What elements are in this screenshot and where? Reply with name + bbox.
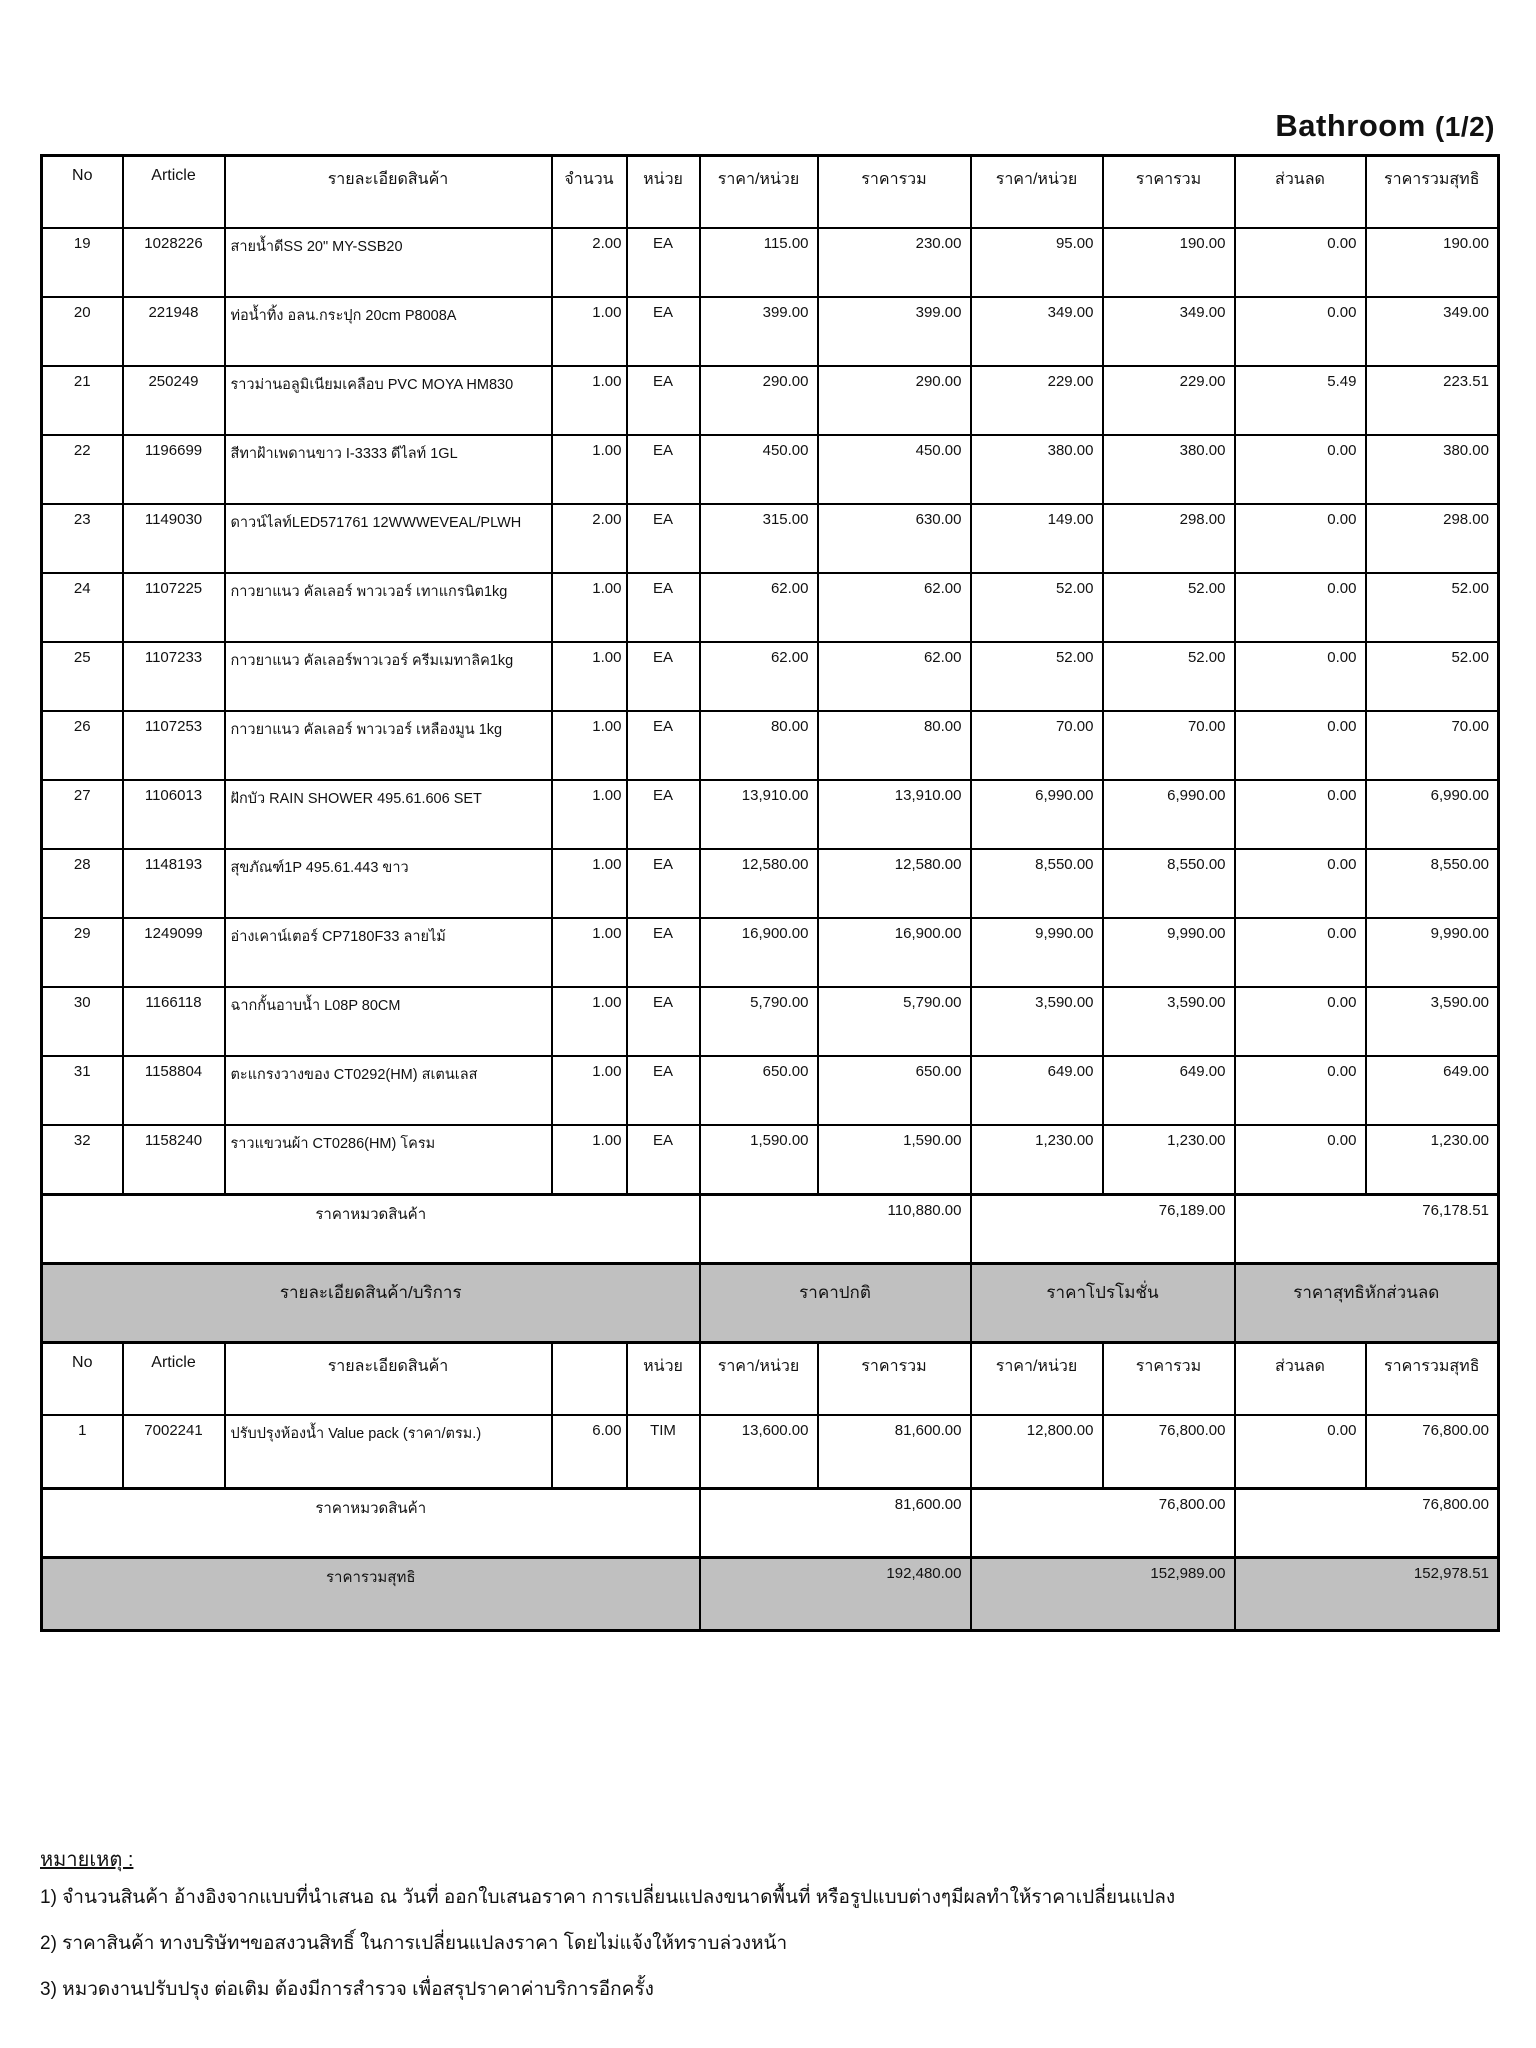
cell-unit: EA [627, 573, 700, 642]
cell-promo-total: 6,990.00 [1103, 780, 1235, 849]
services-band-promo: ราคาโปรโมชั่น [971, 1264, 1235, 1343]
col-header-description: รายละเอียดสินค้า [225, 156, 552, 229]
cell-net: 70.00 [1366, 711, 1499, 780]
cell-promo-unit: 9,990.00 [971, 918, 1103, 987]
cell-price-unit: 650.00 [700, 1056, 818, 1125]
cell-discount: 0.00 [1235, 228, 1366, 297]
products-header-row [42, 156, 1499, 229]
cell-no: 29 [42, 918, 123, 987]
cell-net: 223.51 [1366, 366, 1499, 435]
cell-no: 1 [42, 1415, 123, 1489]
table-row [42, 642, 1499, 711]
services-band-normal: ราคาปกติ [700, 1264, 971, 1343]
cell-promo-unit: 1,230.00 [971, 1125, 1103, 1195]
cell-price-unit: 5,790.00 [700, 987, 818, 1056]
cell-price-unit: 12,580.00 [700, 849, 818, 918]
services-header-row [42, 1343, 1499, 1416]
cell-promo-total: 3,590.00 [1103, 987, 1235, 1056]
cell-unit: EA [627, 504, 700, 573]
cell-price-total: 16,900.00 [818, 918, 971, 987]
cell-no: 19 [42, 228, 123, 297]
cell-price-total: 5,790.00 [818, 987, 971, 1056]
col-header-qty [552, 1343, 627, 1416]
cell-promo-total: 190.00 [1103, 228, 1235, 297]
cell-discount: 0.00 [1235, 504, 1366, 573]
services-subtotal-row [42, 1489, 1499, 1558]
page-title [40, 108, 1497, 144]
quotation-table [40, 154, 1500, 1632]
footnote-1: 1) จำนวนสินค้า อ้างอิงจากแบบที่นำเสนอ ณ วันที่ ออกใบเสนอราคา การเปลี่ยนแปลงขนาดพื้นที่ หรือรูปแบบต่างๆมีผลทำให้ราคาเปลี่ยนแปลง [40, 1887, 1176, 1908]
cell-no: 26 [42, 711, 123, 780]
cell-price-unit: 115.00 [700, 228, 818, 297]
cell-article: 1149030 [123, 504, 225, 573]
cell-unit: EA [627, 642, 700, 711]
cell-description: อ่างเคาน์เตอร์ CP7180F33 ลายไม้ [225, 918, 552, 987]
table-row [42, 228, 1499, 297]
cell-promo-unit: 52.00 [971, 573, 1103, 642]
cell-price-unit: 450.00 [700, 435, 818, 504]
cell-no: 24 [42, 573, 123, 642]
services-band-description: รายละเอียดสินค้า/บริการ [42, 1264, 700, 1343]
cell-net: 76,800.00 [1366, 1415, 1499, 1489]
cell-article: 1158804 [123, 1056, 225, 1125]
cell-promo-total: 8,550.00 [1103, 849, 1235, 918]
table-row [42, 1415, 1499, 1489]
cell-unit: EA [627, 435, 700, 504]
services-subtotal-promo: 76,800.00 [971, 1489, 1235, 1558]
cell-unit: EA [627, 849, 700, 918]
col-header-price-unit: ราคา/หน่วย [700, 156, 818, 229]
cell-price-total: 62.00 [818, 642, 971, 711]
col-header-promo-total: ราคารวม [1103, 1343, 1235, 1416]
cell-unit: EA [627, 1056, 700, 1125]
cell-promo-total: 298.00 [1103, 504, 1235, 573]
cell-price-total: 80.00 [818, 711, 971, 780]
cell-unit: EA [627, 918, 700, 987]
cell-promo-unit: 349.00 [971, 297, 1103, 366]
col-header-article: Article [123, 156, 225, 229]
cell-promo-unit: 149.00 [971, 504, 1103, 573]
cell-description: ราวแขวนผ้า CT0286(HM) โครม [225, 1125, 552, 1195]
table-row [42, 711, 1499, 780]
products-subtotal-row [42, 1195, 1499, 1264]
cell-unit: EA [627, 711, 700, 780]
table-row [42, 573, 1499, 642]
cell-promo-total: 70.00 [1103, 711, 1235, 780]
table-row [42, 504, 1499, 573]
cell-qty: 1.00 [552, 987, 627, 1056]
cell-article: 1249099 [123, 918, 225, 987]
col-header-promo-unit: ราคา/หน่วย [971, 156, 1103, 229]
quotation-page [40, 0, 1497, 2026]
cell-net: 649.00 [1366, 1056, 1499, 1125]
cell-promo-unit: 70.00 [971, 711, 1103, 780]
cell-price-total: 62.00 [818, 573, 971, 642]
col-header-price-unit: ราคา/หน่วย [700, 1343, 818, 1416]
cell-price-total: 399.00 [818, 297, 971, 366]
page-title-name: Bathroom [1275, 108, 1426, 143]
table-row [42, 1056, 1499, 1125]
cell-description: ปรับปรุงห้องน้ำ Value pack (ราคา/ตรม.) [225, 1415, 552, 1489]
col-header-discount: ส่วนลด [1235, 1343, 1366, 1416]
cell-article: 7002241 [123, 1415, 225, 1489]
cell-no: 21 [42, 366, 123, 435]
cell-discount: 0.00 [1235, 780, 1366, 849]
cell-article: 1107225 [123, 573, 225, 642]
cell-promo-unit: 95.00 [971, 228, 1103, 297]
cell-no: 32 [42, 1125, 123, 1195]
cell-qty: 6.00 [552, 1415, 627, 1489]
cell-promo-unit: 6,990.00 [971, 780, 1103, 849]
cell-description: กาวยาแนว คัลเลอร์ พาวเวอร์ เทาแกรนิต1kg [225, 573, 552, 642]
cell-description: สายน้ำดีSS 20" MY-SSB20 [225, 228, 552, 297]
cell-description: สุขภัณฑ์1P 495.61.443 ขาว [225, 849, 552, 918]
grand-total-normal: 192,480.00 [700, 1558, 971, 1631]
cell-net: 349.00 [1366, 297, 1499, 366]
cell-article: 1107233 [123, 642, 225, 711]
cell-promo-total: 76,800.00 [1103, 1415, 1235, 1489]
cell-no: 28 [42, 849, 123, 918]
grand-total-row [42, 1558, 1499, 1631]
cell-price-total: 450.00 [818, 435, 971, 504]
col-header-qty: จำนวน [552, 156, 627, 229]
cell-promo-total: 380.00 [1103, 435, 1235, 504]
cell-article: 1196699 [123, 435, 225, 504]
cell-description: กาวยาแนว คัลเลอร์ พาวเวอร์ เหลืองมูน 1kg [225, 711, 552, 780]
cell-description: ตะแกรงวางของ CT0292(HM) สเตนเลส [225, 1056, 552, 1125]
cell-discount: 0.00 [1235, 642, 1366, 711]
cell-qty: 1.00 [552, 1125, 627, 1195]
cell-price-total: 81,600.00 [818, 1415, 971, 1489]
cell-discount: 0.00 [1235, 573, 1366, 642]
col-header-net: ราคารวมสุทธิ [1366, 1343, 1499, 1416]
cell-no: 30 [42, 987, 123, 1056]
cell-article: 221948 [123, 297, 225, 366]
cell-promo-unit: 649.00 [971, 1056, 1103, 1125]
cell-price-total: 290.00 [818, 366, 971, 435]
services-section-band [42, 1264, 1499, 1343]
table-row [42, 1125, 1499, 1195]
cell-qty: 1.00 [552, 297, 627, 366]
cell-price-unit: 16,900.00 [700, 918, 818, 987]
grand-total-net: 152,978.51 [1235, 1558, 1499, 1631]
footnotes [40, 1850, 1497, 1999]
col-header-discount: ส่วนลด [1235, 156, 1366, 229]
cell-promo-total: 649.00 [1103, 1056, 1235, 1125]
cell-article: 1148193 [123, 849, 225, 918]
col-header-unit: หน่วย [627, 1343, 700, 1416]
cell-no: 31 [42, 1056, 123, 1125]
cell-net: 8,550.00 [1366, 849, 1499, 918]
table-row [42, 435, 1499, 504]
cell-qty: 2.00 [552, 228, 627, 297]
grand-total-label: ราคารวมสุทธิ [42, 1558, 700, 1631]
services-band-net: ราคาสุทธิหักส่วนลด [1235, 1264, 1499, 1343]
services-subtotal-net: 76,800.00 [1235, 1489, 1499, 1558]
table-row [42, 297, 1499, 366]
cell-discount: 0.00 [1235, 1415, 1366, 1489]
cell-price-total: 230.00 [818, 228, 971, 297]
cell-discount: 0.00 [1235, 435, 1366, 504]
cell-unit: EA [627, 366, 700, 435]
cell-article: 1028226 [123, 228, 225, 297]
cell-net: 52.00 [1366, 573, 1499, 642]
cell-unit: EA [627, 780, 700, 849]
services-subtotal-label: ราคาหมวดสินค้า [42, 1489, 700, 1558]
table-row [42, 987, 1499, 1056]
cell-unit: EA [627, 297, 700, 366]
cell-net: 190.00 [1366, 228, 1499, 297]
cell-description: ท่อน้ำทิ้ง อลน.กระปุก 20cm P8008A [225, 297, 552, 366]
table-row [42, 366, 1499, 435]
cell-promo-unit: 52.00 [971, 642, 1103, 711]
products-subtotal-net: 76,178.51 [1235, 1195, 1499, 1264]
cell-net: 3,590.00 [1366, 987, 1499, 1056]
cell-article: 1166118 [123, 987, 225, 1056]
cell-price-total: 12,580.00 [818, 849, 971, 918]
cell-price-unit: 290.00 [700, 366, 818, 435]
cell-price-unit: 62.00 [700, 573, 818, 642]
cell-promo-unit: 229.00 [971, 366, 1103, 435]
cell-net: 298.00 [1366, 504, 1499, 573]
cell-discount: 0.00 [1235, 1056, 1366, 1125]
cell-description: ดาวน์ไลท์LED571761 12WWWEVEAL/PLWH [225, 504, 552, 573]
cell-unit: TIM [627, 1415, 700, 1489]
col-header-promo-total: ราคารวม [1103, 156, 1235, 229]
cell-price-unit: 315.00 [700, 504, 818, 573]
cell-discount: 0.00 [1235, 849, 1366, 918]
cell-promo-total: 229.00 [1103, 366, 1235, 435]
cell-article: 1107253 [123, 711, 225, 780]
col-header-promo-unit: ราคา/หน่วย [971, 1343, 1103, 1416]
cell-qty: 1.00 [552, 642, 627, 711]
cell-promo-unit: 12,800.00 [971, 1415, 1103, 1489]
cell-description: ฉากกั้นอาบน้ำ L08P 80CM [225, 987, 552, 1056]
cell-qty: 1.00 [552, 849, 627, 918]
cell-no: 27 [42, 780, 123, 849]
cell-unit: EA [627, 228, 700, 297]
cell-article: 1106013 [123, 780, 225, 849]
cell-qty: 1.00 [552, 573, 627, 642]
grand-total-promo: 152,989.00 [971, 1558, 1235, 1631]
cell-price-total: 630.00 [818, 504, 971, 573]
cell-net: 1,230.00 [1366, 1125, 1499, 1195]
cell-unit: EA [627, 987, 700, 1056]
col-header-price-total: ราคารวม [818, 1343, 971, 1416]
table-row [42, 849, 1499, 918]
footnotes-heading: หมายเหตุ : [40, 1849, 134, 1871]
cell-no: 22 [42, 435, 123, 504]
col-header-description: รายละเอียดสินค้า [225, 1343, 552, 1416]
cell-qty: 1.00 [552, 366, 627, 435]
cell-description: กาวยาแนว คัลเลอร์พาวเวอร์ ครีมเมทาลิค1kg [225, 642, 552, 711]
cell-qty: 1.00 [552, 780, 627, 849]
cell-promo-unit: 3,590.00 [971, 987, 1103, 1056]
cell-unit: EA [627, 1125, 700, 1195]
col-header-no: No [42, 1343, 123, 1416]
table-row [42, 918, 1499, 987]
products-subtotal-promo: 76,189.00 [971, 1195, 1235, 1264]
cell-promo-total: 349.00 [1103, 297, 1235, 366]
cell-no: 20 [42, 297, 123, 366]
cell-discount: 5.49 [1235, 366, 1366, 435]
cell-description: ราวม่านอลูมิเนียมเคลือบ PVC MOYA HM830 [225, 366, 552, 435]
cell-discount: 0.00 [1235, 1125, 1366, 1195]
cell-qty: 1.00 [552, 435, 627, 504]
cell-article: 1158240 [123, 1125, 225, 1195]
cell-description: ฝักบัว RAIN SHOWER 495.61.606 SET [225, 780, 552, 849]
cell-qty: 1.00 [552, 1056, 627, 1125]
page-number: (1/2) [1434, 111, 1495, 142]
col-header-price-total: ราคารวม [818, 156, 971, 229]
cell-price-unit: 62.00 [700, 642, 818, 711]
cell-discount: 0.00 [1235, 297, 1366, 366]
cell-price-unit: 399.00 [700, 297, 818, 366]
cell-price-total: 650.00 [818, 1056, 971, 1125]
table-row [42, 780, 1499, 849]
col-header-no: No [42, 156, 123, 229]
cell-promo-total: 1,230.00 [1103, 1125, 1235, 1195]
cell-price-unit: 13,600.00 [700, 1415, 818, 1489]
cell-price-total: 13,910.00 [818, 780, 971, 849]
cell-no: 23 [42, 504, 123, 573]
cell-price-unit: 13,910.00 [700, 780, 818, 849]
cell-net: 6,990.00 [1366, 780, 1499, 849]
cell-description: สีทาฝ้าเพดานขาว I-3333 ดีไลท์ 1GL [225, 435, 552, 504]
cell-discount: 0.00 [1235, 918, 1366, 987]
col-header-net: ราคารวมสุทธิ [1366, 156, 1499, 229]
cell-promo-total: 52.00 [1103, 642, 1235, 711]
cell-discount: 0.00 [1235, 987, 1366, 1056]
cell-qty: 2.00 [552, 504, 627, 573]
cell-net: 52.00 [1366, 642, 1499, 711]
cell-price-unit: 80.00 [700, 711, 818, 780]
col-header-unit: หน่วย [627, 156, 700, 229]
products-subtotal-normal: 110,880.00 [700, 1195, 971, 1264]
col-header-article: Article [123, 1343, 225, 1416]
cell-qty: 1.00 [552, 711, 627, 780]
cell-promo-unit: 380.00 [971, 435, 1103, 504]
cell-qty: 1.00 [552, 918, 627, 987]
footnote-2: 2) ราคาสินค้า ทางบริษัทฯขอสงวนสิทธิ์ ในการเปลี่ยนแปลงราคา โดยไม่แจ้งให้ทราบล่วงหน้า [40, 1933, 788, 1954]
cell-price-total: 1,590.00 [818, 1125, 971, 1195]
cell-promo-total: 52.00 [1103, 573, 1235, 642]
cell-article: 250249 [123, 366, 225, 435]
cell-discount: 0.00 [1235, 711, 1366, 780]
cell-promo-total: 9,990.00 [1103, 918, 1235, 987]
cell-promo-unit: 8,550.00 [971, 849, 1103, 918]
services-subtotal-normal: 81,600.00 [700, 1489, 971, 1558]
cell-no: 25 [42, 642, 123, 711]
footnote-3: 3) หมวดงานปรับปรุง ต่อเติม ต้องมีการสำรวจ เพื่อสรุปราคาค่าบริการอีกครั้ง [40, 1979, 654, 2000]
products-subtotal-label: ราคาหมวดสินค้า [42, 1195, 700, 1264]
cell-net: 9,990.00 [1366, 918, 1499, 987]
cell-net: 380.00 [1366, 435, 1499, 504]
cell-price-unit: 1,590.00 [700, 1125, 818, 1195]
